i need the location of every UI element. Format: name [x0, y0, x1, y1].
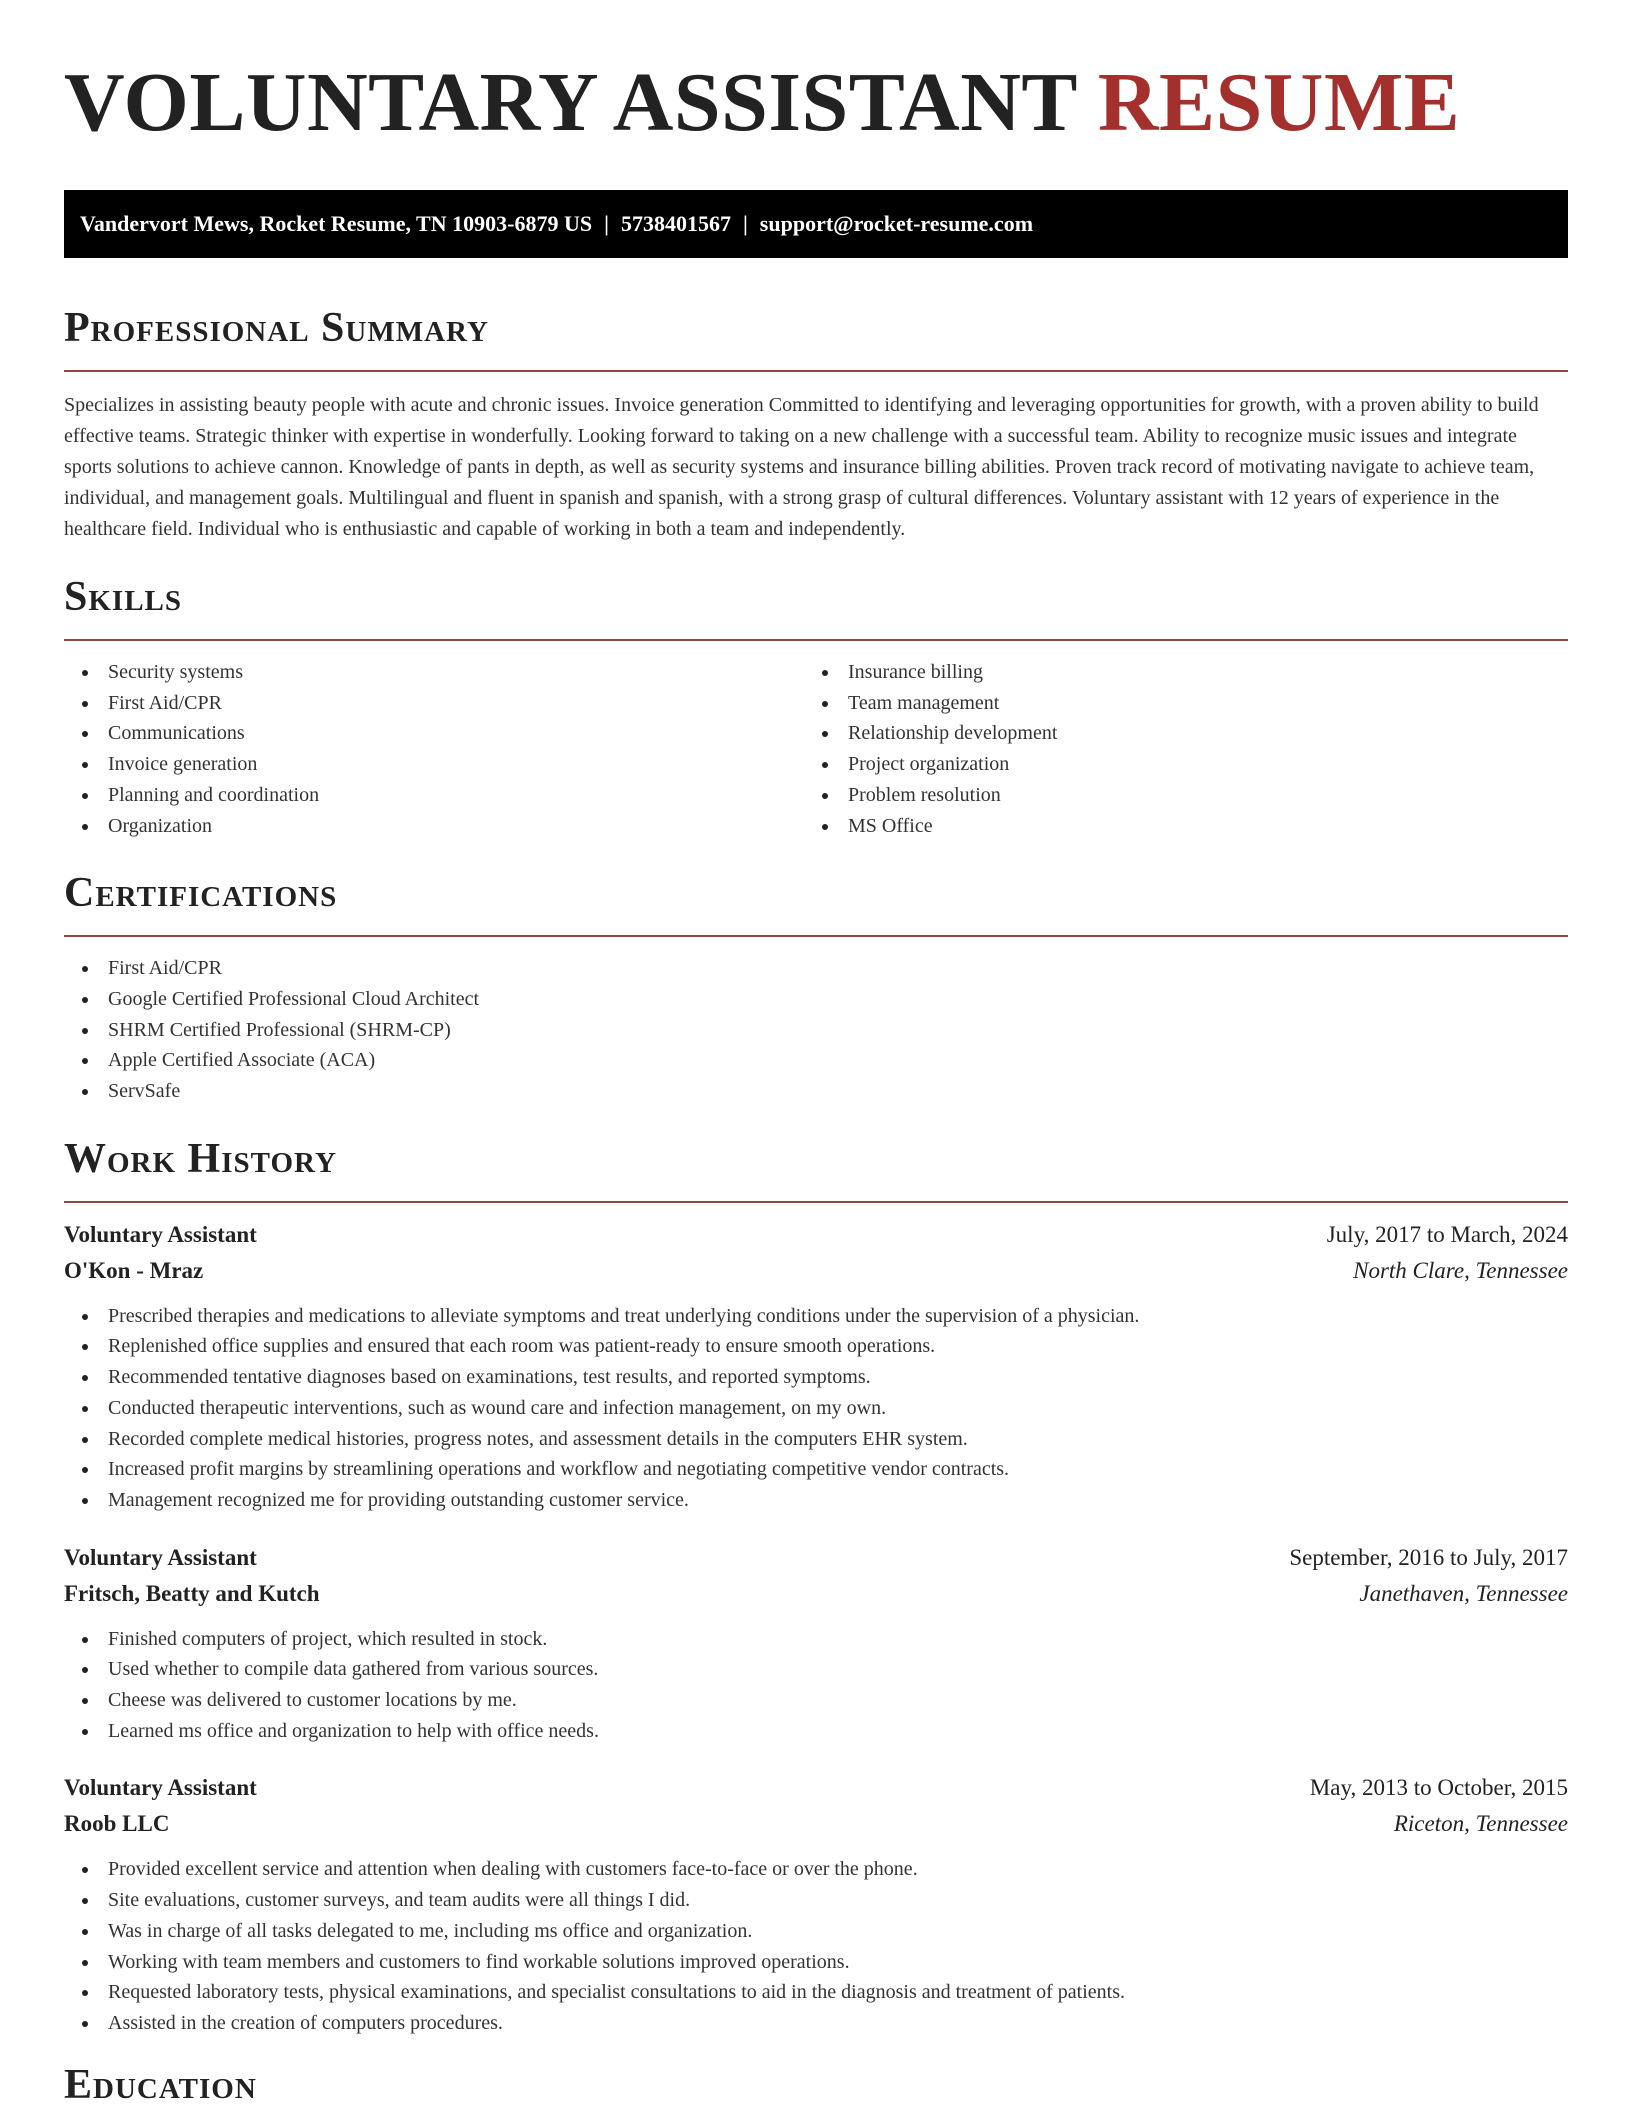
certification-item: SHRM Certified Professional (SHRM-CP) — [64, 1015, 1568, 1046]
certifications-list — [64, 953, 1568, 1107]
job-duty-item: Was in charge of all tasks delegated to me, including ms office and organization. — [64, 1916, 1568, 1947]
education-section — [64, 2059, 1568, 2111]
job-location: North Clare, Tennessee — [1353, 1257, 1568, 1283]
job-duties — [64, 1624, 1568, 1747]
job-duties — [64, 1854, 1568, 2038]
job-duty-item: Cheese was delivered to customer locations by me. — [64, 1685, 1568, 1716]
job-company: Fritsch, Beatty and Kutch — [64, 1580, 320, 1606]
resume-title-main: VOLUNTARY ASSISTANT — [64, 56, 1077, 149]
job-duty-item: Conducted therapeutic interventions, such as wound care and infection management, on my own. — [64, 1393, 1568, 1424]
job-duty-item: Management recognized me for providing outstanding customer service. — [64, 1485, 1568, 1516]
job-company-row — [64, 1253, 1568, 1289]
job-duty-item: Requested laboratory tests, physical examinations, and specialist consultations to aid in the diagnosis and treatment of patients. — [64, 1977, 1568, 2008]
job-company: O'Kon - Mraz — [64, 1257, 204, 1283]
skill-item: Team management — [804, 688, 1544, 719]
work-history-section — [64, 1133, 1568, 2039]
skills-list-right — [804, 657, 1544, 841]
contact-address: Vandervort Mews, Rocket Resume, TN 10903-6879 US — [80, 211, 593, 236]
skill-item: Security systems — [64, 657, 804, 688]
job-duty-item: Recorded complete medical histories, progress notes, and assessment details in the computers EHR system. — [64, 1424, 1568, 1455]
contact-phone: 5738401567 — [620, 211, 731, 236]
resume-title — [64, 0, 1568, 148]
job-duty-item: Increased profit margins by streamlining operations and workflow and negotiating competitive vendor contracts. — [64, 1454, 1568, 1485]
job-duty-item: Site evaluations, customer surveys, and team audits were all things I did. — [64, 1885, 1568, 1916]
section-divider — [64, 935, 1568, 937]
skills-section — [64, 571, 1568, 841]
job-dates: September, 2016 to July, 2017 — [1289, 1544, 1568, 1570]
job-location: Riceton, Tennessee — [1393, 1811, 1568, 1837]
job-duty-item: Replenished office supplies and ensured that each room was patient-ready to ensure smooth operations. — [64, 1331, 1568, 1362]
job-title: Voluntary Assistant — [64, 1775, 257, 1801]
job-company-row — [64, 1806, 1568, 1842]
skill-item: Relationship development — [804, 718, 1544, 749]
resume-title-accent: RESUME — [1097, 56, 1461, 149]
job-entry — [64, 1217, 1568, 1516]
certifications-section — [64, 867, 1568, 1107]
skills-grid — [64, 657, 1568, 841]
job-duty-item: Provided excellent service and attention when dealing with customers face-to-face or over the phone. — [64, 1854, 1568, 1885]
job-duties — [64, 1301, 1568, 1516]
skill-item: Project organization — [804, 749, 1544, 780]
contact-bar — [64, 190, 1568, 258]
job-duty-item: Finished computers of project, which resulted in stock. — [64, 1624, 1568, 1655]
job-company-row — [64, 1576, 1568, 1612]
job-title: Voluntary Assistant — [64, 1221, 257, 1247]
skill-item: MS Office — [804, 811, 1544, 842]
job-duty-item: Assisted in the creation of computers procedures. — [64, 2008, 1568, 2039]
skill-item: Organization — [64, 811, 804, 842]
contact-email[interactable]: support@rocket-resume.com — [759, 211, 1034, 236]
skill-item: Insurance billing — [804, 657, 1544, 688]
job-duty-item: Used whether to compile data gathered from various sources. — [64, 1654, 1568, 1685]
job-header-row — [64, 1540, 1568, 1576]
summary-text: Specializes in assisting beauty people with acute and chronic issues. Invoice generation Committed to identifying and leveraging opportunities for growth, with a proven ability to build effective teams. Strategic thinker with expertise in wonderfully. Looking forward to taking on a new challenge with a successful team. Ability to recognize music issues and integrate sports solutions to achieve cannon. Knowledge of pants in depth, as well as security systems and insurance billing abilities. Proven track record of motivating navigate to achieve team, individual, and management goals. Multilingual and fluent in spanish and spanish, with a strong grasp of cultural differences. Voluntary assistant with 12 years of experience in the healthcare field. Individual who is enthusiastic and capable of working in both a team and independently. — [64, 394, 1539, 540]
job-entry — [64, 1770, 1568, 2038]
section-divider — [64, 639, 1568, 641]
skills-list-left — [64, 657, 804, 841]
job-duty-item: Learned ms office and organization to help with office needs. — [64, 1716, 1568, 1747]
section-divider — [64, 370, 1568, 372]
job-duty-item: Working with team members and customers to find workable solutions improved operations. — [64, 1947, 1568, 1978]
contact-separator: | — [604, 211, 609, 236]
job-dates: July, 2017 to March, 2024 — [1326, 1221, 1568, 1247]
skill-item: Planning and coordination — [64, 780, 804, 811]
skill-item: Invoice generation — [64, 749, 804, 780]
certification-item: First Aid/CPR — [64, 953, 1568, 984]
certification-item: Apple Certified Associate (ACA) — [64, 1045, 1568, 1076]
work-history-heading: Work History — [64, 1135, 337, 1182]
contact-separator: | — [742, 211, 748, 236]
job-entry — [64, 1540, 1568, 1747]
certifications-heading: Certifications — [64, 870, 338, 917]
job-title: Voluntary Assistant — [64, 1544, 257, 1570]
job-dates: May, 2013 to October, 2015 — [1309, 1775, 1568, 1801]
section-divider — [64, 1201, 1568, 1203]
job-duty-item: Recommended tentative diagnoses based on examinations, test results, and reported symptoms. — [64, 1362, 1568, 1393]
job-location: Janethaven, Tennessee — [1359, 1580, 1568, 1606]
skills-heading: Skills — [64, 574, 183, 620]
education-heading: Education — [64, 2061, 257, 2108]
job-header-row — [64, 1217, 1568, 1253]
summary-heading: Professional Summary — [64, 305, 489, 351]
job-header-row — [64, 1770, 1568, 1806]
certification-item: Google Certified Professional Cloud Architect — [64, 984, 1568, 1015]
certification-item: ServSafe — [64, 1076, 1568, 1107]
summary-section — [64, 302, 1568, 545]
skill-item: First Aid/CPR — [64, 688, 804, 719]
job-company: Roob LLC — [64, 1811, 170, 1837]
job-duty-item: Prescribed therapies and medications to alleviate symptoms and treat underlying conditions under the supervision of a physician. — [64, 1301, 1568, 1332]
skill-item: Communications — [64, 718, 804, 749]
skill-item: Problem resolution — [804, 780, 1544, 811]
